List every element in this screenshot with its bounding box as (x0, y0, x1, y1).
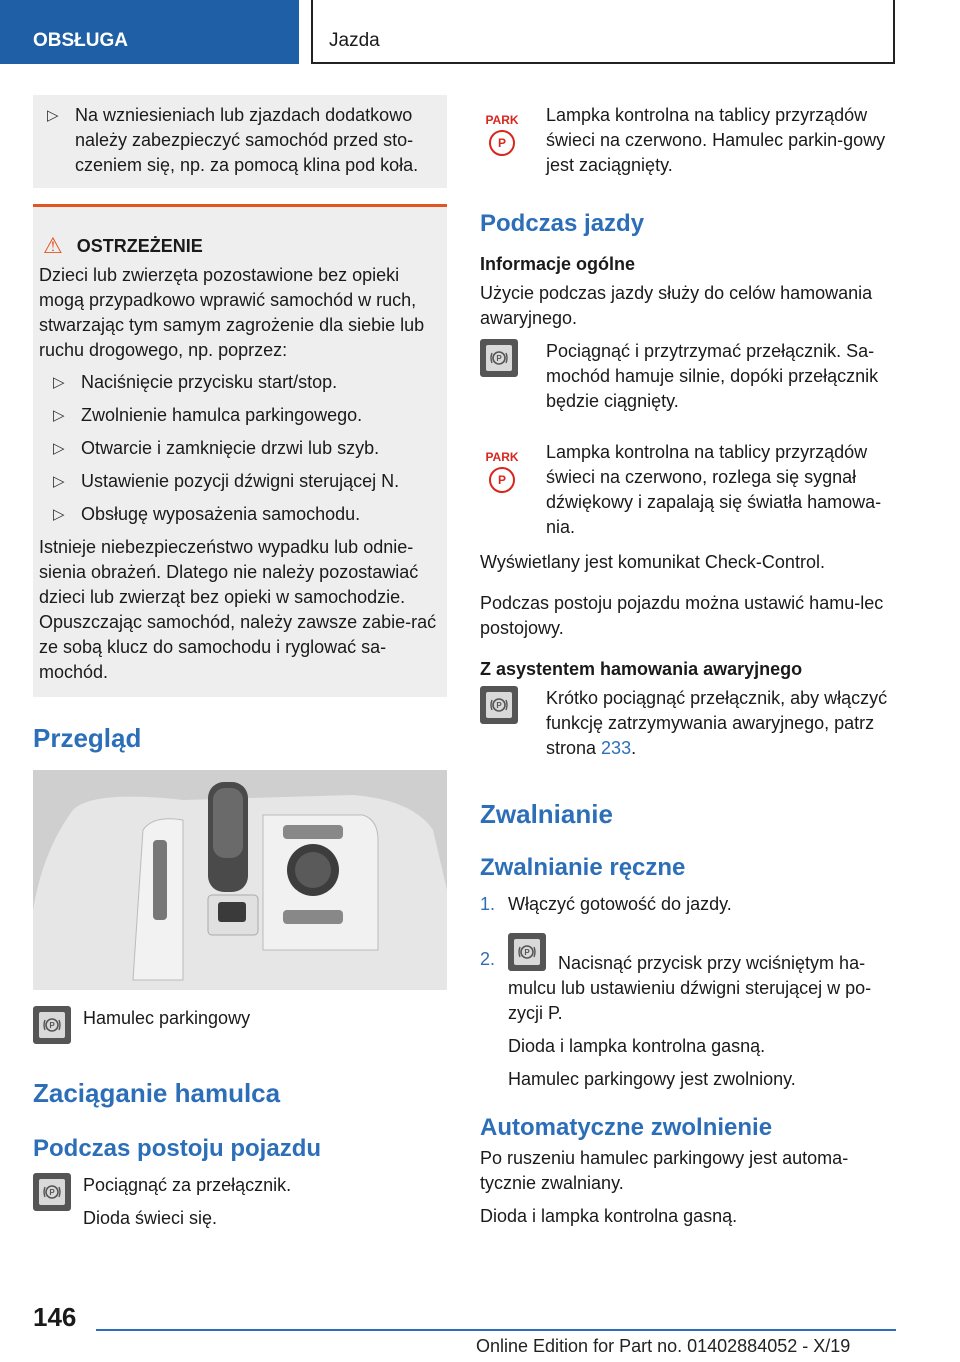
park-indicator-icon: PARK P (480, 450, 524, 498)
top-note-box (33, 95, 447, 188)
step-note: Hamulec parkingowy jest zwolniony. (508, 1069, 796, 1089)
list-item: ▷ Ustawienie pozycji dźwigni sterującej N. (39, 469, 441, 494)
footer-divider (96, 1329, 896, 1331)
pull-row (480, 339, 896, 414)
parking-brake-switch-icon (480, 339, 518, 377)
check-control-text: Wyświetlany jest komunikat Check-Control. (480, 552, 825, 572)
svg-text:P: P (49, 1188, 55, 1197)
right-column (480, 95, 896, 1229)
section-title: OBSŁUGA (33, 30, 128, 51)
svg-text:P: P (496, 354, 502, 363)
auto-text-2: Dioda i lampka kontrolna gasną. (480, 1206, 738, 1226)
console-photo (33, 770, 447, 990)
park-lamp-row-2 (480, 440, 896, 540)
bullet-triangle-icon: ▷ (53, 440, 65, 457)
warning-title: ⚠ OSTRZEŻENIE (43, 233, 203, 258)
step-number: 1. (480, 894, 496, 914)
overview-heading: Przegląd (33, 723, 142, 753)
warning-triangle-icon: ⚠ (43, 233, 63, 258)
release-heading: Zwalnianie (480, 799, 613, 829)
caption-row (33, 1006, 447, 1044)
list-item: ▷ Na wzniesieniach lub zjazdach dodatkowo należy zabezpieczyć samochód przed sto-czeniem się, np. za pomocą klina pod koła. (33, 103, 441, 178)
warning-box (33, 204, 447, 697)
svg-text:P: P (496, 701, 502, 710)
step-note: Dioda i lampka kontrolna gasną. (508, 1036, 766, 1056)
bullet-triangle-icon: ▷ (53, 506, 65, 523)
section-tab (0, 0, 299, 64)
bullet-triangle-icon: ▷ (53, 374, 65, 391)
apply-heading: Zaciąganie hamulca (33, 1078, 281, 1108)
list-item: ▷ Naciśnięcie przycisku start/stop. (39, 370, 441, 395)
list-item: ▷ Obsługę wyposażenia samochodu. (39, 502, 441, 527)
standstill-park-text: Podczas postoju pojazdu można ustawić hamu-lec postojowy. (480, 593, 884, 638)
list-item (480, 933, 896, 1092)
parking-brake-switch-icon (480, 686, 518, 724)
manual-release-heading: Zwalnianie ręczne (480, 854, 686, 881)
chapter-title: Jazda (329, 30, 380, 51)
center-console-illustration (33, 770, 447, 990)
list-item: ▷ Zwolnienie hamulca parkingowego. (39, 403, 441, 428)
svg-text:P: P (49, 1021, 55, 1030)
parking-brake-switch-icon (33, 1173, 71, 1211)
bullet-triangle-icon: ▷ (47, 107, 59, 124)
auto-release-heading: Automatyczne zwolnienie (480, 1114, 773, 1141)
edition-text: Online Edition for Part no. 01402884052 - X/19 (476, 1336, 851, 1356)
step-text: Nacisnąć przycisk przy wciśniętym ha-mulcu lub ustawieniu dźwigni sterującej w po-zycji P. (508, 953, 872, 1023)
park-lamp-row (480, 103, 896, 178)
standstill-row (33, 1173, 447, 1231)
parking-brake-switch-icon (33, 1006, 71, 1044)
warning-outro: Istnieje niebezpieczeństwo wypadku lub odnie-sienia obrażeń. Dlatego nie należy pozostawiać dzieci lub zwierząt bez opieki w samochodzie. Opuszczając samochód, należy zawsze zabie-rać ze sobą klucz do samochodu i ryglować sa-mochód. (39, 537, 437, 682)
park-lamp-text-2: Lampka kontrolna na tablicy przyrządów świeci na czerwono, rozlega się sygnał dźwiękowy i zapalają się światła hamowa-nia. (546, 442, 882, 537)
list-item: ▷ Otwarcie i zamknięcie drzwi lub szyb. (39, 436, 441, 461)
assist-row (480, 686, 896, 761)
photo-caption: Hamulec parkingowy (83, 1008, 251, 1028)
pull-text: Pociągnąć i przytrzymać przełącznik. Sa-mochód hamuje silnie, dopóki przełącznik będzie ciągnięty. (546, 341, 879, 411)
step-number: 2. (480, 949, 496, 969)
general-text: Użycie podczas jazdy służy do celów hamowania awaryjnego. (480, 283, 873, 328)
list-item (480, 892, 896, 917)
step-text: Włączyć gotowość do jazdy. (508, 894, 732, 914)
park-lamp-text: Lampka kontrolna na tablicy przyrządów świeci na czerwono. Hamulec parkin-gowy jest zaciągnięty. (546, 105, 886, 175)
assist-heading: Z asystentem hamowania awaryjnego (480, 659, 803, 679)
auto-text: Po ruszeniu hamulec parkingowy jest automa-tycznie zwalniany. (480, 1148, 849, 1193)
warning-intro: Dzieci lub zwierzęta pozostawione bez opieki mogą przypadkowo wprawić samochód w ruch, stwarzając tym samym zagrożenie dla siebie lub ruchu drogowego, np. poprzez: (39, 265, 425, 360)
standstill-heading: Podczas postoju pojazdu (33, 1135, 322, 1162)
svg-text:P: P (524, 948, 530, 957)
page-link[interactable]: 233 (601, 738, 632, 758)
chapter-tab (311, 0, 895, 64)
bullet-triangle-icon: ▷ (53, 407, 65, 424)
page-number: 146 (33, 1302, 77, 1332)
driving-heading: Podczas jazdy (480, 210, 645, 237)
bullet-triangle-icon: ▷ (53, 473, 65, 490)
left-column (33, 95, 447, 1231)
assist-text: Krótko pociągnąć przełącznik, aby włączyć funkcję zatrzymywania awaryjnego, patrz strona 233. (546, 688, 888, 758)
park-indicator-icon: PARK P (480, 113, 524, 161)
standstill-indicator: Dioda świeci się. (83, 1208, 218, 1228)
parking-brake-switch-icon (508, 933, 546, 971)
standstill-instruction: Pociągnąć za przełącznik. (83, 1175, 292, 1195)
general-heading: Informacje ogólne (480, 254, 636, 274)
